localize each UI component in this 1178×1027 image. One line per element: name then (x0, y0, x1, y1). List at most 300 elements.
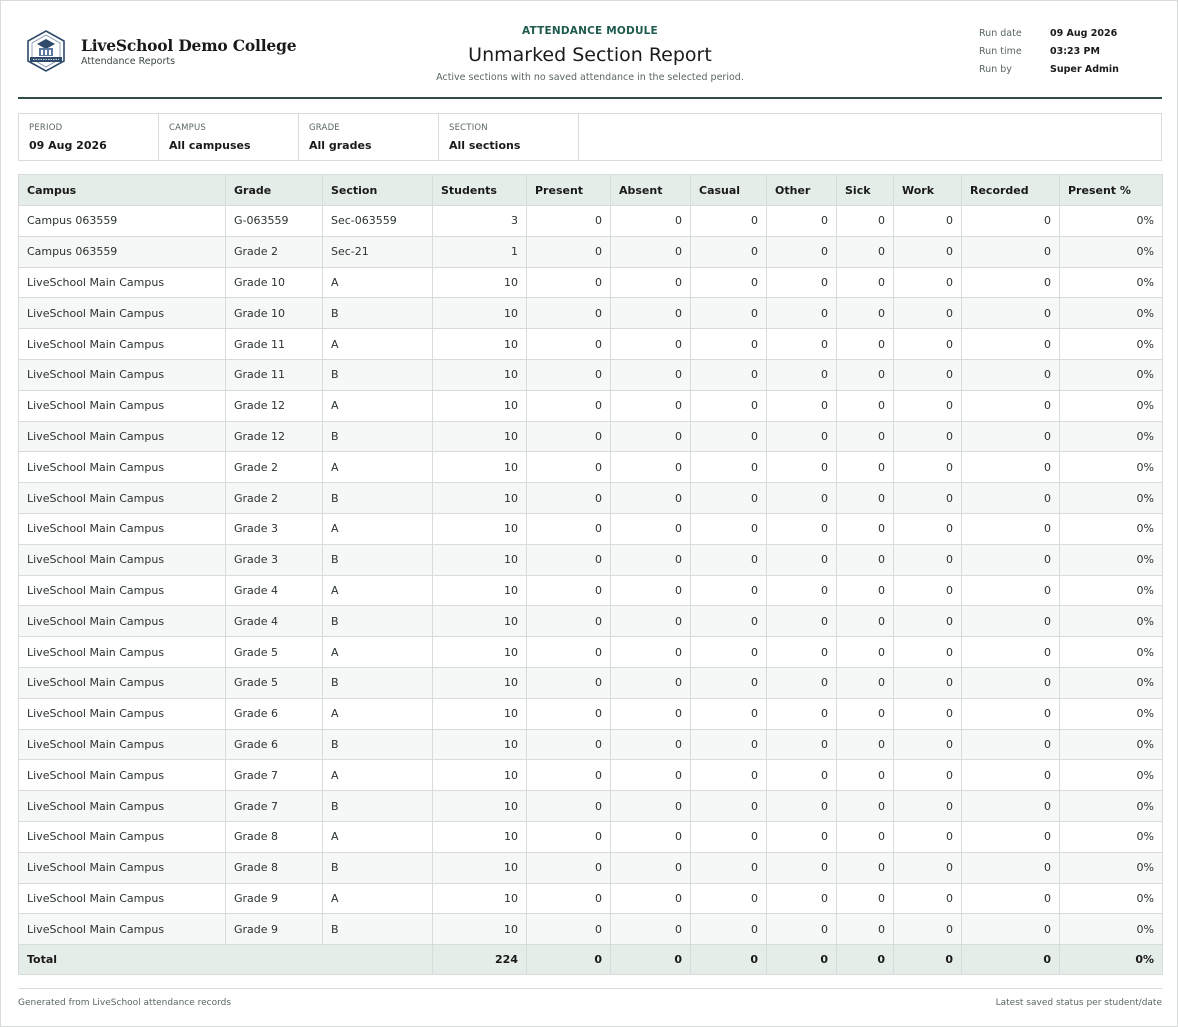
table-cell: 0 (611, 698, 691, 729)
table-row (19, 452, 1163, 483)
table-cell: Grade 4 (226, 575, 323, 606)
table-cell: 0 (527, 760, 611, 791)
column-header: Other (767, 175, 837, 206)
table-cell: 0 (837, 667, 894, 698)
table-cell: 0 (767, 606, 837, 637)
table-cell: 0 (837, 483, 894, 514)
table-cell: 0 (894, 359, 962, 390)
table-cell: 10 (433, 390, 527, 421)
total-cell: 224 (433, 945, 527, 975)
column-header: Absent (611, 175, 691, 206)
table-cell: B (323, 729, 433, 760)
table-cell: A (323, 883, 433, 914)
table-cell: 0 (837, 236, 894, 267)
table-row (19, 390, 1163, 421)
table-cell: 10 (433, 513, 527, 544)
table-cell: A (323, 513, 433, 544)
table-cell: 0 (611, 421, 691, 452)
table-cell: 0 (767, 329, 837, 360)
filter-grade (299, 114, 439, 160)
table-cell: 0 (691, 637, 767, 668)
table-body (19, 206, 1163, 945)
table-cell: 0 (611, 729, 691, 760)
table-cell: 0 (527, 637, 611, 668)
table-cell: B (323, 359, 433, 390)
table-cell: 0 (527, 236, 611, 267)
table-row (19, 637, 1163, 668)
table-cell: 0% (1060, 359, 1163, 390)
org-subtitle: Attendance Reports (81, 56, 176, 67)
table-cell: 0 (837, 637, 894, 668)
table-cell: Grade 9 (226, 914, 323, 945)
table-cell: 0 (962, 206, 1060, 237)
table-cell: 0% (1060, 637, 1163, 668)
table-cell: 10 (433, 760, 527, 791)
column-header: Campus (19, 175, 226, 206)
table-total (19, 945, 1163, 975)
table-cell: B (323, 791, 433, 822)
table-cell: 0 (691, 483, 767, 514)
table-row (19, 760, 1163, 791)
table-cell: 0 (894, 914, 962, 945)
column-header: Sick (837, 175, 894, 206)
total-row (19, 945, 1163, 975)
table-cell: Grade 9 (226, 883, 323, 914)
table-cell: 0 (767, 821, 837, 852)
table-cell: 0 (527, 298, 611, 329)
table-cell: 0% (1060, 791, 1163, 822)
header-row (19, 175, 1163, 206)
table-cell: A (323, 637, 433, 668)
table-cell: Grade 2 (226, 483, 323, 514)
table-cell: 0 (894, 329, 962, 360)
table-row (19, 267, 1163, 298)
table-cell: 0 (611, 359, 691, 390)
table-cell: LiveSchool Main Campus (19, 606, 226, 637)
total-cell: 0 (894, 945, 962, 975)
table-cell: 0 (767, 729, 837, 760)
table-cell: 0 (611, 452, 691, 483)
table-cell: 0 (962, 760, 1060, 791)
table-cell: 0% (1060, 760, 1163, 791)
table-cell: 0 (894, 821, 962, 852)
table-cell: 0 (767, 452, 837, 483)
table-cell: 0 (894, 698, 962, 729)
table-cell: 0 (962, 698, 1060, 729)
column-header: Recorded (962, 175, 1060, 206)
table-cell: 0 (837, 791, 894, 822)
table-cell: A (323, 329, 433, 360)
table-cell: 0 (691, 667, 767, 698)
meta-label: Run time (979, 46, 1022, 57)
table-cell: 0% (1060, 729, 1163, 760)
table-cell: 0 (611, 298, 691, 329)
table-cell: 0 (611, 852, 691, 883)
table-cell: 0 (527, 791, 611, 822)
meta-value: 03:23 PM (1050, 46, 1100, 57)
table-cell: 10 (433, 267, 527, 298)
total-cell: 0 (962, 945, 1060, 975)
table-cell: 0 (894, 667, 962, 698)
table-cell: 0 (691, 267, 767, 298)
table-cell: 0 (962, 236, 1060, 267)
table-cell: 0% (1060, 513, 1163, 544)
table-cell: 10 (433, 667, 527, 698)
table-row (19, 852, 1163, 883)
table-cell: 0 (527, 421, 611, 452)
table-cell: Grade 12 (226, 421, 323, 452)
table-cell: 0 (894, 637, 962, 668)
table-cell: A (323, 821, 433, 852)
table-cell: 0 (894, 760, 962, 791)
table-cell: 0 (894, 452, 962, 483)
table-row (19, 791, 1163, 822)
table-cell: 0 (962, 359, 1060, 390)
table-cell: 0 (611, 575, 691, 606)
table-cell: B (323, 914, 433, 945)
meta-run-time (979, 46, 1162, 64)
table-row (19, 329, 1163, 360)
table-row (19, 729, 1163, 760)
table-cell: 0 (962, 267, 1060, 298)
table-cell: 0 (767, 637, 837, 668)
table-cell: 0 (767, 667, 837, 698)
table-cell: 3 (433, 206, 527, 237)
table-cell: 0 (527, 698, 611, 729)
table-row (19, 359, 1163, 390)
table-cell: Grade 5 (226, 637, 323, 668)
table-cell: 10 (433, 698, 527, 729)
table-cell: 0% (1060, 390, 1163, 421)
table-cell: 0 (611, 791, 691, 822)
table-cell: 0% (1060, 421, 1163, 452)
table-cell: 0 (894, 883, 962, 914)
column-header: Present % (1060, 175, 1163, 206)
table-cell: Sec-063559 (323, 206, 433, 237)
table-cell: 0 (527, 729, 611, 760)
table-cell: 0 (691, 513, 767, 544)
table-cell: 10 (433, 791, 527, 822)
table-cell: 0 (894, 791, 962, 822)
total-label: Total (19, 945, 433, 975)
table-cell: 0 (611, 513, 691, 544)
table-cell: 0 (527, 606, 611, 637)
table-cell: 0 (527, 267, 611, 298)
table-cell: 0 (611, 821, 691, 852)
table-cell: Grade 12 (226, 390, 323, 421)
total-cell: 0 (767, 945, 837, 975)
table-cell: 10 (433, 544, 527, 575)
table-cell: LiveSchool Main Campus (19, 452, 226, 483)
org-name: LiveSchool Demo College (81, 36, 297, 55)
table-cell: 0 (962, 667, 1060, 698)
unmarked-sections-table (18, 174, 1163, 975)
footer-status-note: Latest saved status per student/date (995, 998, 1162, 1008)
table-cell: 0 (691, 698, 767, 729)
table-cell: 0 (962, 637, 1060, 668)
table-cell: LiveSchool Main Campus (19, 698, 226, 729)
table-row (19, 513, 1163, 544)
table-cell: 0% (1060, 544, 1163, 575)
table-cell: 0 (767, 298, 837, 329)
table-cell: 0 (691, 390, 767, 421)
table-cell: 10 (433, 421, 527, 452)
table-cell: LiveSchool Main Campus (19, 267, 226, 298)
column-header: Work (894, 175, 962, 206)
table-cell: 0 (962, 329, 1060, 360)
table-cell: 0 (837, 329, 894, 360)
table-cell: Campus 063559 (19, 206, 226, 237)
table-cell: LiveSchool Main Campus (19, 667, 226, 698)
table-cell: 0 (894, 606, 962, 637)
table-cell: 0 (691, 236, 767, 267)
table-cell: LiveSchool Main Campus (19, 575, 226, 606)
table-cell: 10 (433, 452, 527, 483)
table-cell: LiveSchool Main Campus (19, 390, 226, 421)
table-cell: 0% (1060, 821, 1163, 852)
table-cell: 0 (837, 852, 894, 883)
table-cell: 0 (691, 329, 767, 360)
table-cell: 0% (1060, 236, 1163, 267)
table-cell: LiveSchool Main Campus (19, 359, 226, 390)
table-cell: LiveSchool Main Campus (19, 821, 226, 852)
table-row (19, 298, 1163, 329)
table-cell: 0 (767, 483, 837, 514)
table-cell: Grade 10 (226, 267, 323, 298)
table-cell: 0 (837, 421, 894, 452)
table-cell: 0% (1060, 575, 1163, 606)
table-cell: 0 (767, 791, 837, 822)
table-cell: 0 (691, 206, 767, 237)
table-cell: 0 (767, 236, 837, 267)
table-cell: 0 (691, 852, 767, 883)
table-cell: 0 (837, 452, 894, 483)
module-label: ATTENDANCE MODULE (522, 25, 658, 37)
table-cell: 0 (837, 698, 894, 729)
column-header: Grade (226, 175, 323, 206)
table-cell: A (323, 698, 433, 729)
table-cell: 0 (767, 206, 837, 237)
table-cell: Sec-21 (323, 236, 433, 267)
table-row (19, 667, 1163, 698)
table-cell: 10 (433, 852, 527, 883)
report-header (18, 15, 1162, 99)
table-cell: 0 (611, 267, 691, 298)
college-crest-logo (24, 29, 68, 73)
table-cell: 10 (433, 606, 527, 637)
table-cell: LiveSchool Main Campus (19, 513, 226, 544)
table-cell: Grade 10 (226, 298, 323, 329)
table-row (19, 883, 1163, 914)
table-cell: 0 (962, 821, 1060, 852)
table-cell: Grade 11 (226, 329, 323, 360)
table-cell: 0% (1060, 606, 1163, 637)
table-cell: LiveSchool Main Campus (19, 914, 226, 945)
meta-run-date (979, 28, 1162, 46)
table-cell: 0 (837, 821, 894, 852)
table-cell: 0 (894, 421, 962, 452)
table-cell: Grade 8 (226, 852, 323, 883)
table-row (19, 821, 1163, 852)
table-cell: 0 (894, 729, 962, 760)
table-cell: LiveSchool Main Campus (19, 329, 226, 360)
table-cell: 0 (962, 791, 1060, 822)
table-cell: 0 (767, 575, 837, 606)
table-cell: 0 (611, 544, 691, 575)
table-cell: 0 (527, 914, 611, 945)
table-cell: 0 (611, 206, 691, 237)
total-cell: 0 (691, 945, 767, 975)
table-cell: Grade 2 (226, 452, 323, 483)
table-cell: 0 (894, 852, 962, 883)
table-cell: LiveSchool Main Campus (19, 637, 226, 668)
table-cell: A (323, 575, 433, 606)
table-cell: 0 (527, 852, 611, 883)
table-cell: 0 (527, 667, 611, 698)
table-cell: 0 (962, 513, 1060, 544)
table-cell: 0 (527, 390, 611, 421)
table-cell: 0 (837, 914, 894, 945)
table-cell: 0 (767, 513, 837, 544)
table-cell: 0 (962, 544, 1060, 575)
table-cell: LiveSchool Main Campus (19, 852, 226, 883)
table-cell: LiveSchool Main Campus (19, 883, 226, 914)
filter-value: 09 Aug 2026 (29, 139, 107, 152)
table-cell: 0 (611, 667, 691, 698)
table-cell: 0 (767, 359, 837, 390)
table-cell: LiveSchool Main Campus (19, 544, 226, 575)
table-cell: B (323, 298, 433, 329)
table-cell: 0 (691, 606, 767, 637)
table-row (19, 236, 1163, 267)
table-cell: LiveSchool Main Campus (19, 421, 226, 452)
table-cell: Grade 3 (226, 544, 323, 575)
filter-summary (18, 113, 1162, 161)
table-cell: 0 (894, 267, 962, 298)
table-cell: 0 (527, 206, 611, 237)
table-cell: 0 (767, 544, 837, 575)
table-cell: 0 (611, 914, 691, 945)
filter-label: CAMPUS (169, 123, 207, 133)
table-cell: 0 (837, 760, 894, 791)
meta-value: Super Admin (1050, 64, 1119, 75)
table-cell: 0 (527, 544, 611, 575)
table-cell: 10 (433, 914, 527, 945)
table-cell: 0% (1060, 329, 1163, 360)
table-cell: Grade 5 (226, 667, 323, 698)
filter-campus (159, 114, 299, 160)
table-cell: 0 (894, 575, 962, 606)
table-row (19, 914, 1163, 945)
table-row (19, 606, 1163, 637)
filter-section (439, 114, 579, 160)
table-cell: 0 (691, 452, 767, 483)
table-cell: 0 (962, 452, 1060, 483)
table-cell: 0% (1060, 298, 1163, 329)
table-cell: B (323, 421, 433, 452)
meta-run-by (979, 64, 1162, 82)
table-cell: 0 (527, 513, 611, 544)
table-cell: 0% (1060, 206, 1163, 237)
table-cell: LiveSchool Main Campus (19, 729, 226, 760)
table-cell: Grade 4 (226, 606, 323, 637)
table-cell: B (323, 667, 433, 698)
table-cell: 0 (837, 359, 894, 390)
report-footer (18, 988, 1162, 1016)
table-cell: A (323, 390, 433, 421)
page-title: Unmarked Section Report (468, 44, 712, 66)
total-cell: 0 (837, 945, 894, 975)
table-cell: 0 (837, 267, 894, 298)
table-cell: 10 (433, 575, 527, 606)
table-cell: 0 (962, 883, 1060, 914)
run-meta (979, 28, 1162, 82)
table-cell: Grade 11 (226, 359, 323, 390)
total-cell: 0 (527, 945, 611, 975)
table-cell: G-063559 (226, 206, 323, 237)
table-cell: 0 (767, 760, 837, 791)
table-cell: 0 (894, 236, 962, 267)
table-cell: 0 (894, 513, 962, 544)
filter-period (19, 114, 159, 160)
table-cell: 0 (894, 544, 962, 575)
table-cell: Grade 3 (226, 513, 323, 544)
table-cell: 10 (433, 729, 527, 760)
meta-label: Run date (979, 28, 1022, 39)
table-cell: 0 (837, 206, 894, 237)
table-cell: Grade 8 (226, 821, 323, 852)
table-row (19, 421, 1163, 452)
table-cell: 0% (1060, 452, 1163, 483)
table-cell: 10 (433, 329, 527, 360)
table-cell: 0 (691, 359, 767, 390)
table-cell: 0 (837, 513, 894, 544)
table-cell: 0 (527, 483, 611, 514)
table-cell: 0 (767, 883, 837, 914)
column-header: Present (527, 175, 611, 206)
table-cell: 0 (527, 821, 611, 852)
table-cell: 1 (433, 236, 527, 267)
filter-value: All grades (309, 139, 372, 152)
table-cell: 0 (894, 483, 962, 514)
table-cell: LiveSchool Main Campus (19, 298, 226, 329)
table-cell: 0 (894, 390, 962, 421)
column-header: Casual (691, 175, 767, 206)
table-cell: 0 (691, 729, 767, 760)
table-cell: 0% (1060, 667, 1163, 698)
table-cell: 0% (1060, 483, 1163, 514)
table-cell: 0 (527, 575, 611, 606)
table-cell: 0 (691, 575, 767, 606)
table-cell: 0 (894, 206, 962, 237)
table-cell: 0 (962, 914, 1060, 945)
table-cell: 0 (837, 544, 894, 575)
table-cell: 0 (611, 637, 691, 668)
table-cell: 0 (962, 852, 1060, 883)
table-cell: Grade 7 (226, 760, 323, 791)
table-cell: 0 (962, 575, 1060, 606)
table-cell: 0 (962, 298, 1060, 329)
table-cell: B (323, 852, 433, 883)
meta-value: 09 Aug 2026 (1050, 28, 1118, 39)
table-row (19, 483, 1163, 514)
table-cell: 0 (611, 390, 691, 421)
table-cell: 0 (767, 914, 837, 945)
table-cell: 0 (691, 914, 767, 945)
table-cell: 10 (433, 298, 527, 329)
table-cell: 0 (962, 421, 1060, 452)
table-cell: 10 (433, 637, 527, 668)
